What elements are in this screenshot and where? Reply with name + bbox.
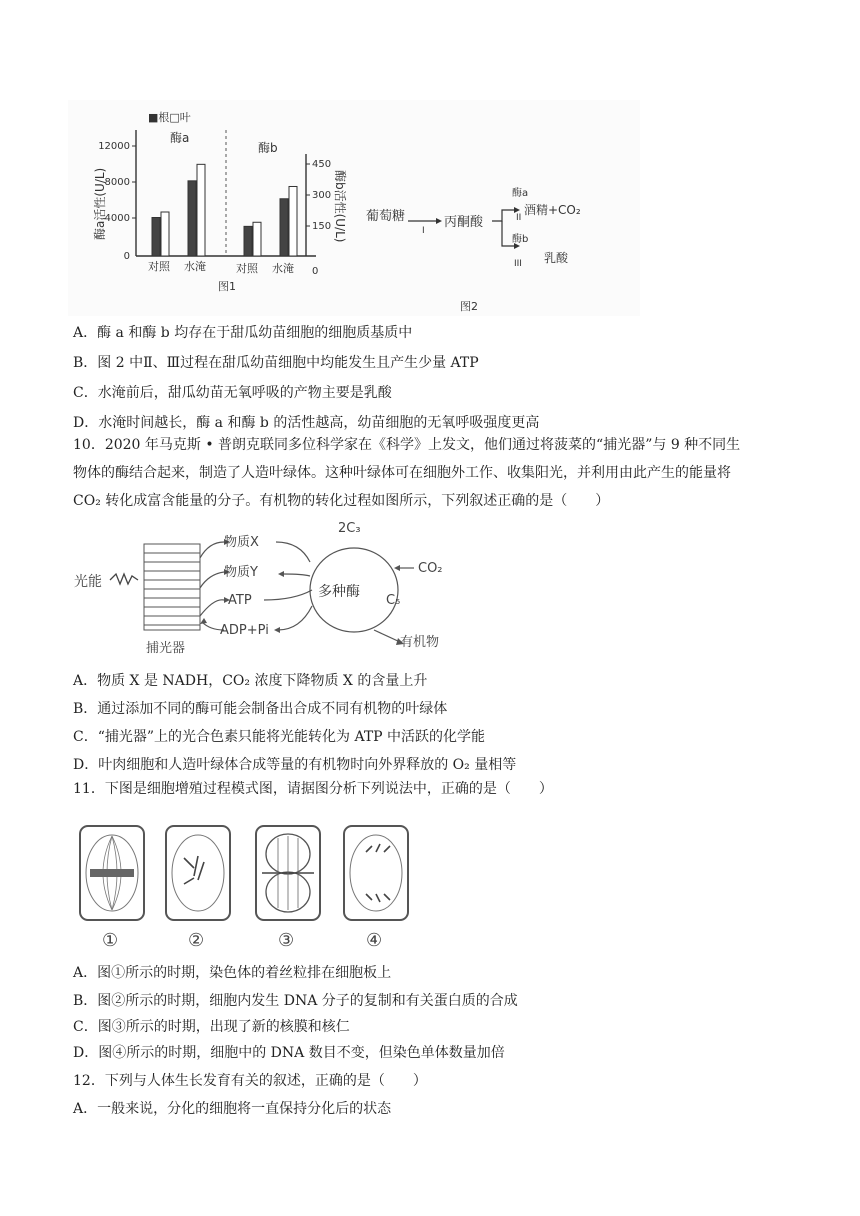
bar-root-2 xyxy=(244,226,252,256)
q11-option-a: A．图①所示的时期，染色体的着丝粒排在细胞板上 xyxy=(73,965,392,981)
figure-cell-division xyxy=(76,822,416,954)
substance-x: 物质X xyxy=(224,535,259,550)
bar-root-0 xyxy=(152,218,160,257)
pyruvate-label: 丙酮酸 xyxy=(444,215,484,230)
right-tick-150: 150 xyxy=(312,221,332,232)
left-tick-0: 0 xyxy=(123,251,130,262)
adp-label: ADP+Pi xyxy=(220,623,269,638)
q12-option-a: A．一般来说，分化的细胞将一直保持分化后的状态 xyxy=(73,1101,392,1117)
harvester-label: 捕光器 xyxy=(146,641,186,656)
cell-label-3: ③ xyxy=(278,930,295,951)
cell-4-anaphase xyxy=(344,826,408,920)
right-tick-300: 300 xyxy=(312,190,332,201)
enzyme-b-tag: 酶b xyxy=(512,234,529,245)
x-label-flood-b: 水淹 xyxy=(272,262,294,275)
x-label-control-a: 对照 xyxy=(148,260,170,273)
left-tick-4000: 4000 xyxy=(104,213,130,224)
q11-stem: 11．下图是细胞增殖过程模式图，请据图分析下列说法中，正确的是（ ） xyxy=(73,781,553,797)
q10-option-c: C．“捕光器”上的光合色素只能将光能转化为 ATP 中活跃的化学能 xyxy=(73,729,486,745)
cell-label-2: ② xyxy=(188,930,205,951)
substance-y: 物质Y xyxy=(224,565,258,580)
q11-option-d: D．图④所示的时期，细胞中的 DNA 数目不变，但染色单体数量加倍 xyxy=(73,1045,505,1061)
enzymes-label: 多种酶 xyxy=(318,584,360,600)
q10-stem-line2: 物体的酶结合起来，制造了人造叶绿体。这种叶绿体可在细胞外工作、收集阳光，并利用由此产生的能量将 xyxy=(73,465,731,481)
ethanol-product: 酒精+CO₂ xyxy=(524,203,581,217)
c3-label: 2C₃ xyxy=(338,521,361,536)
c5-label: C₅ xyxy=(386,593,401,608)
step-iii: III xyxy=(514,259,522,269)
enzyme-a-label: 酶a xyxy=(170,131,190,145)
x-label-control-b: 对照 xyxy=(236,262,258,275)
light-harvester-stack xyxy=(144,544,200,630)
bar-leaf-0 xyxy=(161,212,169,256)
lactate-product: 乳酸 xyxy=(544,251,569,265)
bar-leaf-2 xyxy=(253,222,261,256)
q10-stem-line1: 10．2020 年马克斯 • 普朗克联同多位科学家在《科学》上发文，他们通过将菠菜的“捕光器”与 9 种不同生 xyxy=(73,437,741,453)
atp-label: ATP xyxy=(228,593,252,608)
q10-option-b: B．通过添加不同的酶可能会制备出合成不同有机物的叶绿体 xyxy=(73,701,448,717)
bar-leaf-3 xyxy=(289,186,297,256)
q12-stem: 12．下列与人体生长发育有关的叙述，正确的是（ ） xyxy=(73,1073,427,1089)
fig2-caption: 图2 xyxy=(460,300,478,313)
q11-option-b: B．图②所示的时期，细胞内发生 DNA 分子的复制和有关蛋白质的合成 xyxy=(73,993,518,1009)
glucose-label: 葡萄糖 xyxy=(366,209,406,224)
figure-artificial-chloroplast xyxy=(74,518,474,658)
step-ii: II xyxy=(516,213,522,223)
step-i: I xyxy=(422,226,425,236)
q10-stem-line3: CO₂ 转化成富含能量的分子。有机物的转化过程如图所示，下列叙述正确的是（ ） xyxy=(73,493,610,509)
q9-option-a: A．酶 a 和酶 b 均存在于甜瓜幼苗细胞的细胞质基质中 xyxy=(73,325,413,341)
y-axis-left-title: 酶a活性(U/L) xyxy=(93,167,107,240)
right-tick-0: 0 xyxy=(312,266,319,277)
q9-option-c: C．水淹前后，甜瓜幼苗无氧呼吸的产物主要是乳酸 xyxy=(73,385,392,401)
q11-option-c: C．图③所示的时期，出现了新的核膜和核仁 xyxy=(73,1019,350,1035)
q10-option-d: D．叶肉细胞和人造叶绿体合成等量的有机物时向外界释放的 O₂ 量相等 xyxy=(73,757,517,773)
cell-3-telophase xyxy=(256,826,320,920)
bar-root-1 xyxy=(188,181,196,256)
left-tick-12000: 12000 xyxy=(98,141,130,152)
light-energy-label: 光能 xyxy=(74,574,102,590)
cell-2-prophase xyxy=(166,826,230,920)
cell-label-4: ④ xyxy=(366,930,383,951)
organic-matter: 有机物 xyxy=(400,635,440,650)
y-axis-right-title: 酶b活性(U/L) xyxy=(333,170,347,243)
q9-option-b: B．图 2 中Ⅱ、Ⅲ过程在甜瓜幼苗细胞中均能发生且产生少量 ATP xyxy=(73,355,479,371)
legend: ■根□叶 xyxy=(148,111,191,124)
right-tick-450: 450 xyxy=(312,159,332,170)
x-label-flood-a: 水淹 xyxy=(184,260,206,273)
bar-root-3 xyxy=(280,199,288,256)
q9-option-d: D．水淹时间越长，酶 a 和酶 b 的活性越高，幼苗细胞的无氧呼吸强度更高 xyxy=(73,415,540,431)
enzyme-b-label: 酶b xyxy=(258,141,278,155)
q10-option-a: A．物质 X 是 NADH，CO₂ 浓度下降物质 X 的含量上升 xyxy=(73,673,428,689)
figure-enzyme-activity xyxy=(68,100,640,316)
cell-label-1: ① xyxy=(102,930,119,951)
co2-label: CO₂ xyxy=(418,561,443,576)
fig1-caption: 图1 xyxy=(218,280,236,293)
left-tick-8000: 8000 xyxy=(104,177,130,188)
bar-leaf-1 xyxy=(197,164,205,256)
cell-1-metaphase xyxy=(80,826,144,920)
enzyme-a-tag: 酶a xyxy=(512,188,529,199)
